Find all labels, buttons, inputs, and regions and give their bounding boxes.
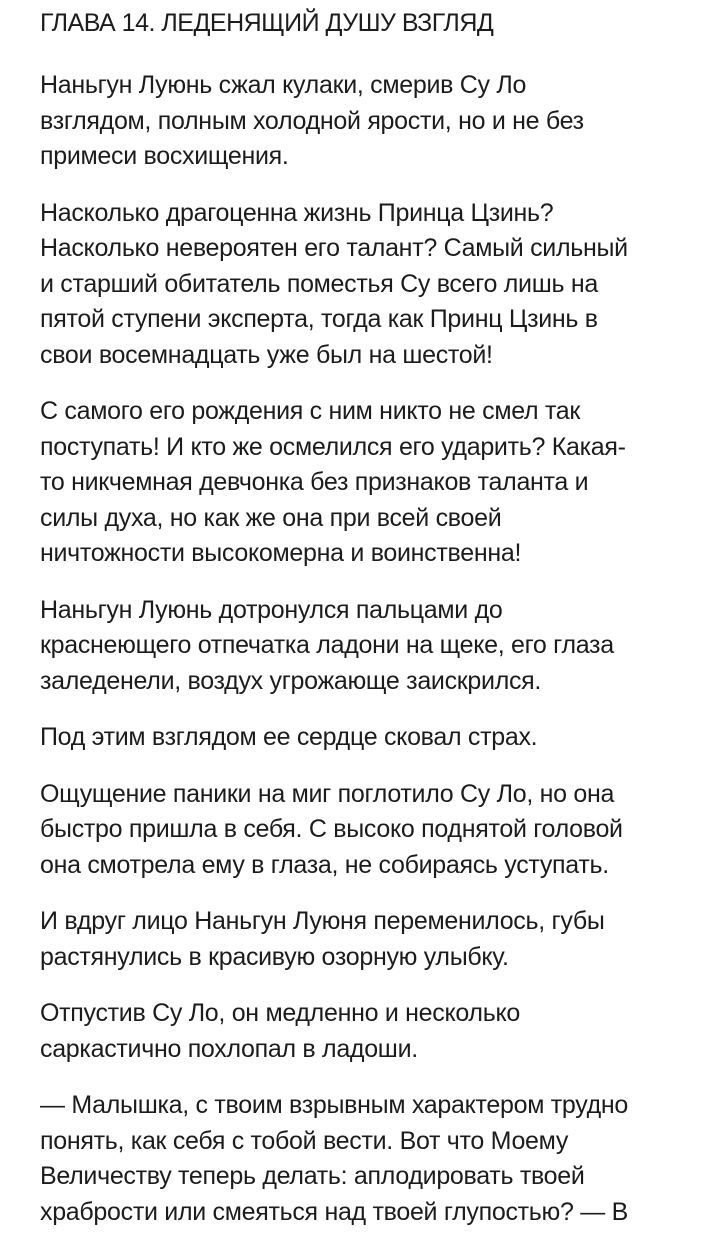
text-line: Наньгун Луюнь сжал кулаки, смерив Су Ло [40,71,527,99]
text-line: растянулись в красивую озорную улыбку. [40,942,509,971]
paragraph [40,196,690,374]
text-line: заледенели, воздух угрожающе заискрился. [40,666,542,695]
paragraph [40,996,690,1067]
text-line: краснеющего отпечатка ладони на щеке, его глаза [40,631,614,659]
text-line: то никчемная девчонка без признаков таланта и [40,468,589,496]
text-line: силы духа, но как же она при всей своей [40,503,502,532]
text-line: С самого его рождения с ним никто не смел так [40,397,581,425]
paragraph [40,1088,690,1230]
chapter-body [40,68,690,1230]
text-line: взглядом, полным холодной ярости, но и не без [40,106,584,135]
text-line: саркастично похлопал в ладоши. [40,1034,418,1063]
text-line: Отпустив Су Ло, он медленно и несколько [40,999,520,1027]
paragraph [40,720,690,756]
text-line: быстро пришла в себя. С высоко поднятой головой [40,815,623,843]
paragraph [40,777,690,884]
text-line: понять, как себя с тобой вести. Вот что Моему [40,1126,569,1155]
paragraph [40,68,690,175]
paragraph [40,593,690,700]
text-line: ничтожности высокомерна и воинственна! [40,539,522,567]
text-line: Наньгун Луюнь дотронулся пальцами до [40,595,503,624]
text-line: Насколько драгоценна жизнь Принца Цзинь? [40,198,554,227]
reader-content [40,0,690,1251]
text-line: она смотрела ему в глаза, не собираясь уступать. [40,850,609,879]
text-line: Под этим взглядом ее сердце сковал страх. [40,723,538,751]
chapter-title: ГЛАВА 14. ЛЕДЕНЯЩИЙ ДУШУ ВЗГЛЯД [40,9,494,37]
text-line: — Малышка, с твоим взрывным характером трудно [40,1091,628,1119]
text-line: Насколько невероятен его талант? Самый сильный [40,234,628,262]
paragraph [40,904,690,975]
text-line: Величеству теперь делать: аплодировать твоей [40,1162,585,1190]
text-line: храбрости или смеяться над твоей глупостью? — В [40,1197,628,1226]
text-line: свои восемнадцать уже был на шестой! [40,340,493,369]
text-line: Ощущение паники на миг поглотило Су Ло, но она [40,779,615,808]
paragraph [40,394,690,572]
text-line: примеси восхищения. [40,142,289,170]
text-line: и старший обитатель поместья Су всего лишь на [40,269,598,298]
text-line: И вдруг лицо Наньгун Луюня переменилось, губы [40,907,605,935]
text-line: пятой ступени эксперта, тогда как Принц Цзинь в [40,305,598,333]
text-line: поступать! И кто же осмелился его ударить? Какая- [40,432,626,461]
